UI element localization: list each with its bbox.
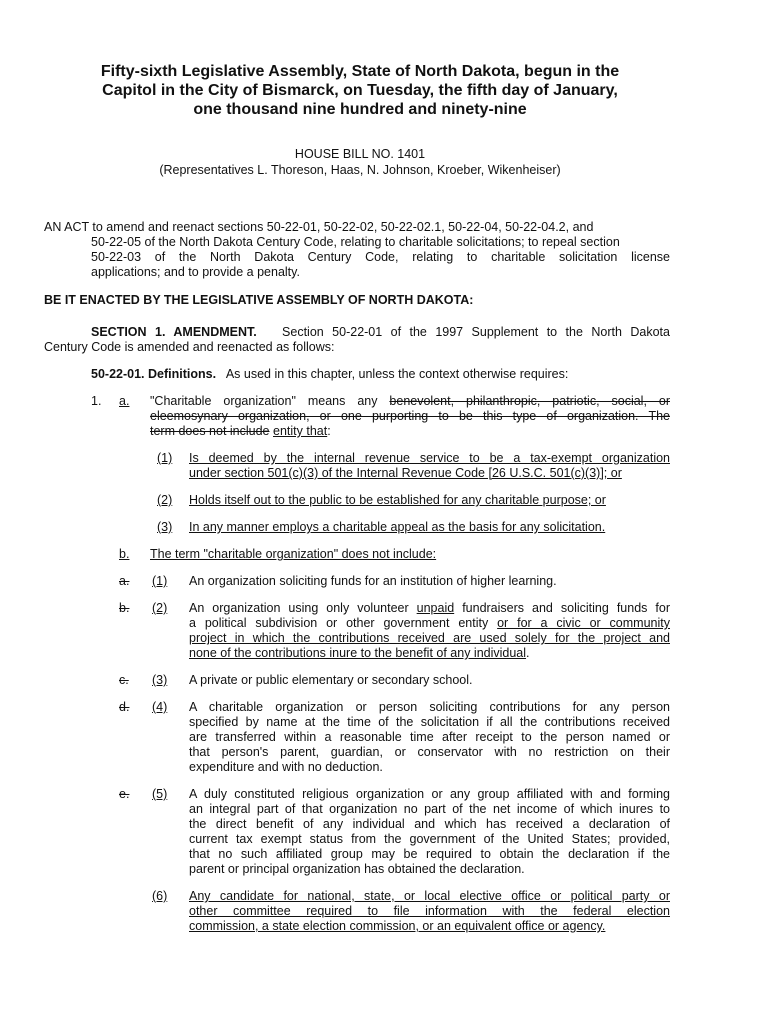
exclusion-2-line-2 [189, 616, 670, 631]
subitem-1-line-2: under section 501(c)(3) of the Internal Revenue Code [26 U.S.C. 501(c)(3)]; or [189, 466, 622, 480]
subitem-3-line-1: In any manner employs a charitable appeal as the basis for any solicitation. [189, 520, 606, 534]
exclusion-4-old-letter: d. [119, 700, 130, 714]
exclusion-2-text-a: An organization using only volunteer [189, 601, 417, 615]
exclusion-6-number: (6) [152, 889, 168, 903]
exclusion-4-number: (4) [152, 700, 168, 714]
item-1a-letter: a. [119, 394, 130, 408]
bill-number: HOUSE BILL NO. 1401 [294, 147, 426, 161]
exclusion-5-number: (5) [152, 787, 168, 801]
act-line-3: 50-22-03 of the North Dakota Century Code, relating to charitable solicitation license [91, 250, 670, 264]
subitem-3-number: (3) [157, 520, 173, 534]
exclusion-2-line-4 [189, 646, 670, 661]
exclusion-1-text: An organization soliciting funds for an institution of higher learning. [189, 574, 557, 588]
item-1a-new-text: entity that [273, 424, 328, 438]
exclusion-5-line-6: parent or principal organization has obtained the declaration. [189, 862, 525, 876]
act-line-4: applications; and to provide a penalty. [91, 265, 300, 279]
exclusion-2-period: . [526, 646, 530, 660]
exclusion-2-number: (2) [152, 601, 168, 615]
exclusion-3-old-letter: c. [119, 673, 129, 687]
exclusion-4-line-1: A charitable organization or person soliciting contributions for any person [189, 700, 670, 714]
section-1-line-2: Century Code is amended and reenacted as follows: [44, 340, 335, 354]
exclusion-2-inserted-end: none of the contributions inure to the benefit of any individual [189, 646, 527, 660]
subitem-1-number: (1) [157, 451, 173, 465]
exclusion-6-line-2: other committee required to file information with the federal election [189, 904, 670, 918]
title-line-3: one thousand nine hundred and ninety-nine [193, 101, 527, 118]
exclusion-2-text-b: fundraisers and soliciting funds for [454, 601, 670, 615]
exclusion-3-number: (3) [152, 673, 168, 687]
exclusion-2-inserted-unpaid: unpaid [416, 601, 455, 615]
exclusion-4-line-5: expenditure and with no deduction. [189, 760, 383, 774]
exclusion-2-old-letter: b. [119, 601, 130, 615]
item-1a-struck-text-end: term does not include [150, 424, 270, 438]
item-1b-text: The term "charitable organization" does not include: [150, 547, 437, 561]
title-line-1: Fifty-sixth Legislative Assembly, State of North Dakota, begun in the [100, 63, 620, 80]
subitem-2-number: (2) [157, 493, 173, 507]
exclusion-2-line-3: project in which the contributions received are used solely for the project and [189, 631, 670, 645]
subitem-2-line-1: Holds itself out to the public to be established for any charitable purpose; or [189, 493, 606, 507]
exclusion-5-line-5: that no such affiliated group may be required to obtain the declaration if the [189, 847, 670, 861]
section-1-line-1 [91, 325, 670, 340]
item-1a-line-2: eleemosynary organization, or one purporting to be this type of organization. The [150, 409, 670, 423]
bill-sponsors: (Representatives L. Thoreson, Haas, N. Johnson, Kroeber, Wikenheiser) [159, 163, 561, 177]
exclusion-5-line-2: an integral part of that organization no part of the net income of which inures to [189, 802, 670, 816]
exclusion-4-line-3: are transferred within a reasonable time after receipt to the person named or [189, 730, 670, 744]
section-1-heading: SECTION 1. AMENDMENT. [91, 325, 257, 339]
item-1a-colon: : [327, 424, 331, 438]
item-1a-struck-text: benevolent, philanthropic, patriotic, social, or [389, 394, 670, 408]
item-1a-line-1 [150, 394, 670, 409]
item-1-number: 1. [91, 394, 102, 408]
exclusion-5-old-letter: e. [119, 787, 130, 801]
exclusion-2-text-c: a political subdivision or other government entity [189, 616, 498, 630]
exclusion-2-line-1 [189, 601, 670, 616]
title-line-2: Capitol in the City of Bismarck, on Tuesday, the fifth day of January, [102, 82, 618, 99]
act-line-2: 50-22-05 of the North Dakota Century Code, relating to charitable solicitations; to repeal section [91, 235, 620, 249]
exclusion-4-line-4: that person's parent, guardian, or conservator with no restriction on their [189, 745, 670, 759]
item-1a-line-3 [150, 424, 670, 439]
item-1a-text: "Charitable organization" means any [150, 394, 390, 408]
exclusion-5-line-1: A duly constituted religious organization or any group affiliated with and forming [189, 787, 670, 801]
exclusion-5-line-3: the direct benefit of any individual and which has received a declaration of [189, 817, 670, 831]
exclusion-6-line-3: commission, a state election commission, or an equivalent office or agency. [189, 919, 606, 933]
exclusion-4-line-2: specified by name at the time of the solicitation if all the contributions received [189, 715, 670, 729]
exclusion-3-text: A private or public elementary or secondary school. [189, 673, 473, 687]
definitions-line [91, 367, 670, 382]
definitions-intro: As used in this chapter, unless the context otherwise requires: [225, 367, 569, 381]
subitem-1-line-1: Is deemed by the internal revenue service to be a tax-exempt organization [189, 451, 670, 465]
item-1b-letter: b. [119, 547, 130, 561]
act-line-1: AN ACT to amend and reenact sections 50-22-01, 50-22-02, 50-22-02.1, 50-22-04, 50-22-04.2, and [44, 220, 594, 234]
definitions-heading: 50-22-01. Definitions. [91, 367, 217, 381]
exclusion-2-inserted-civic: or for a civic or community [497, 616, 670, 630]
exclusion-1-number: (1) [152, 574, 168, 588]
exclusion-1-old-letter: a. [119, 574, 130, 588]
section-1-text: Section 50-22-01 of the 1997 Supplement to the North Dakota [282, 325, 670, 339]
document-title [40, 62, 680, 119]
exclusion-6-line-1: Any candidate for national, state, or local elective office or political party or [189, 889, 670, 903]
enacting-clause: BE IT ENACTED BY THE LEGISLATIVE ASSEMBLY OF NORTH DAKOTA: [44, 293, 474, 307]
exclusion-5-line-4: current tax exempt status from the government of the United States; provided, [189, 832, 670, 846]
